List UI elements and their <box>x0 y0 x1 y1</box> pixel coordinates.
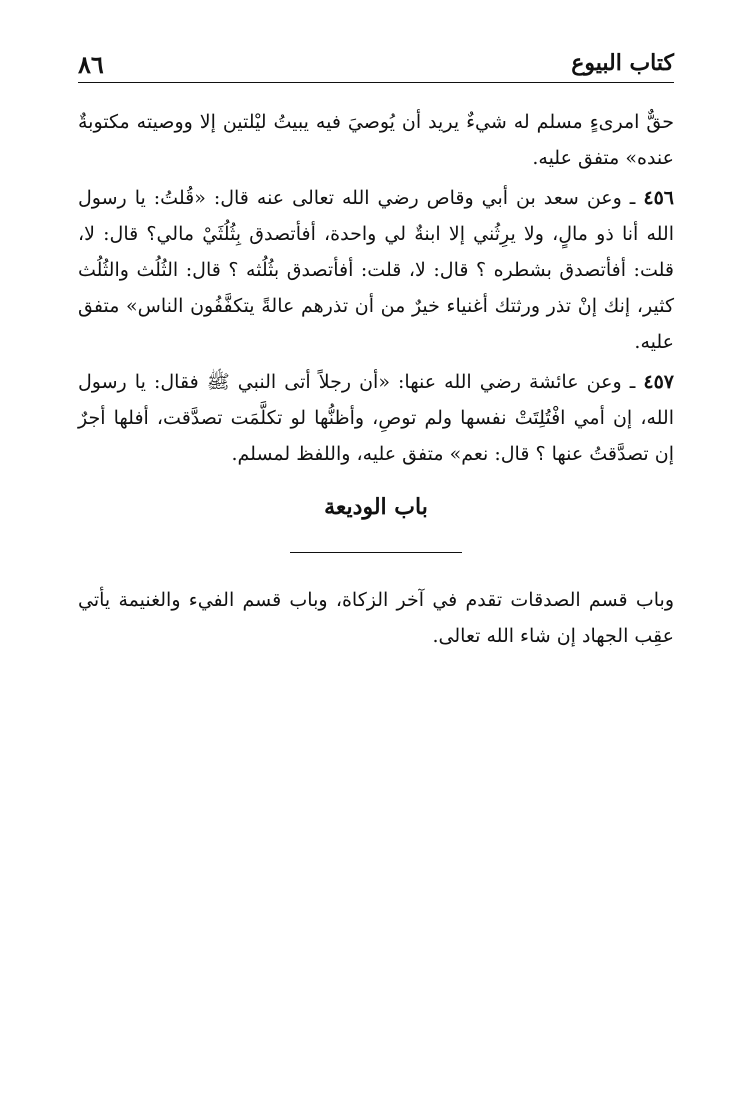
page-header <box>78 48 674 83</box>
paragraph-text: وباب قسم الصدقات تقدم في آخر الزكاة، وباب قسم الفيء والغنيمة يأتي عقِب الجهاد إن شاء الله تعالى. <box>78 589 674 647</box>
paragraph-text: ـ وعن عائشة رضي الله عنها: «أن رجلاً أتى النبي ﷺ فقال: يا رسول الله، إن أمي افْتُلِتَتْ نفسها ولم توصِ، وأظنُّها لو تكلَّمَت تصدَّقت، أفلها أجرٌ إن تصدَّقتُ عنها ؟ قال: نعم» متفق عليه، واللفظ لمسلم. <box>78 371 674 465</box>
section-note <box>78 582 674 654</box>
hadith-number: ٤٥٧ <box>643 371 674 393</box>
hadith-456 <box>78 180 674 360</box>
section-heading: باب الوديعة <box>324 494 428 520</box>
continued-paragraph <box>78 104 674 176</box>
page-number: ٨٦ <box>78 50 104 79</box>
running-title: كتاب البيوع <box>571 50 674 76</box>
hadith-number: ٤٥٦ <box>643 187 674 209</box>
hadith-457 <box>78 364 674 472</box>
paragraph-text: حقٌّ امرىءٍ مسلم له شيءٌ يريد أن يُوصيَ فيه يبيتُ ليْلتين إلا ووصيته مكتوبةٌ عنده» متفق عليه. <box>78 111 674 169</box>
section-divider <box>290 552 462 553</box>
paragraph-text: ـ وعن سعد بن أبي وقاص رضي الله تعالى عنه قال: «قُلتُ: يا رسول الله أنا ذو مالٍ، ولا يرِثُني إلا ابنةٌ لي واحدة، أفأتصدق بِثُلُثَيْ مالي؟ قال: لا، قلت: أفأتصدق بشطره ؟ قال: لا، قلت: أفأتصدق بثُلُثه ؟ قال: الثُلُث والثُلُث كثير، إنك إنْ تذر ورثتك أغنياء خيرٌ من أن تذرهم عالةً يتكفَّفُون الناس» متفق عليه. <box>78 187 674 353</box>
